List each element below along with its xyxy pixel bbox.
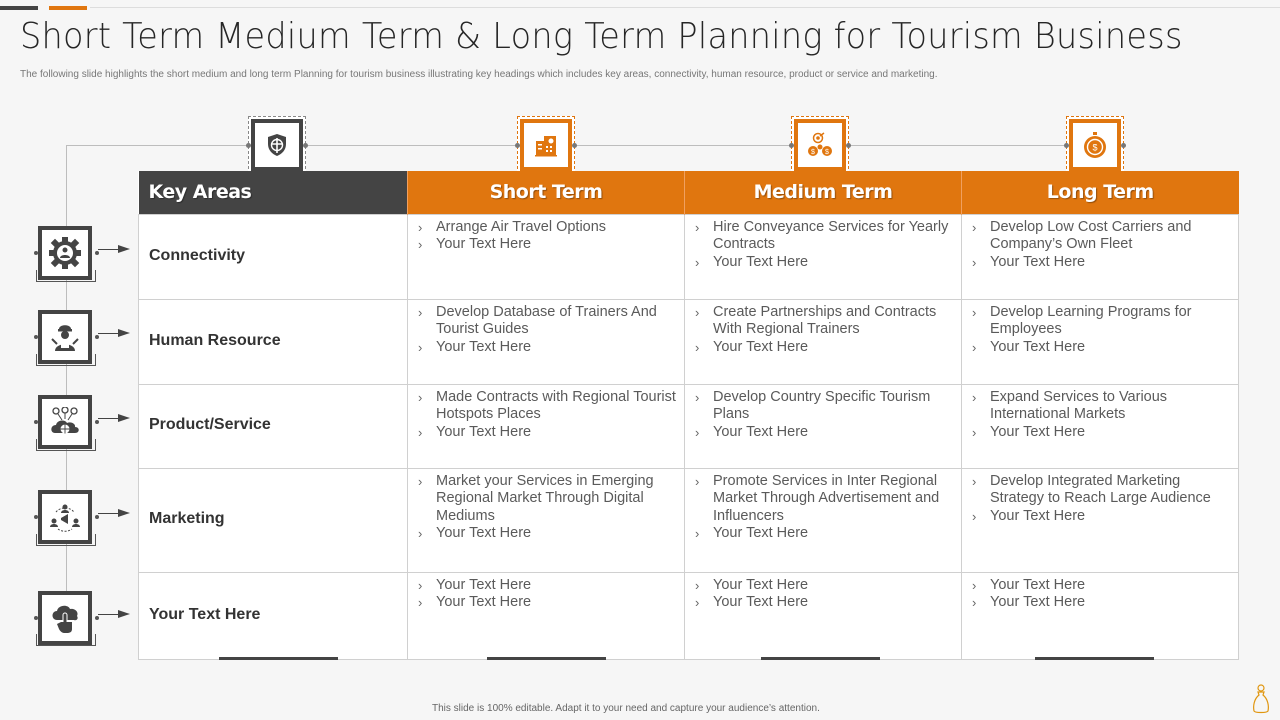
arrow-right-icon	[118, 414, 130, 422]
human-resource-icon-box	[38, 310, 92, 364]
bullet-text: Develop Integrated Marketing Strategy to Reach Large Audience	[990, 472, 1211, 506]
bullet-text: Your Text Here	[436, 525, 532, 541]
header-medium-term: Medium Term	[685, 171, 962, 214]
medium-term-cell	[685, 214, 962, 299]
bullet-text: Your Text Here	[436, 423, 532, 440]
key-areas-icon-box	[248, 116, 306, 174]
bullet-text: Arrange Air Travel Options	[436, 218, 607, 235]
chevron-right-icon: ›	[695, 473, 700, 489]
arrow-line	[98, 333, 120, 334]
medium-term-icon-box	[791, 116, 849, 174]
bullet-text: Hire Conveyance Services for Yearly Contracts	[713, 218, 949, 252]
bullet-text: Your Text Here	[990, 423, 1086, 440]
bullet-text: Market your Services in Emerging Regional Market Through Digital Mediums	[436, 472, 654, 524]
bullet-text: Your Text Here	[990, 507, 1086, 524]
chevron-right-icon: ›	[695, 339, 700, 355]
table-row-your-text	[139, 572, 1239, 659]
short-term-icon-box	[517, 116, 575, 174]
bottom-accent-bar	[219, 657, 338, 660]
bullet-text: Your Text Here	[436, 594, 532, 610]
connector-dot	[95, 251, 99, 255]
chevron-right-icon: ›	[972, 424, 977, 440]
top-accent-dark	[0, 6, 38, 10]
bullet-text: Your Text Here	[436, 338, 532, 355]
bullet-text: Made Contracts with Regional Tourist Hotspots Places	[436, 388, 676, 422]
arrow-line	[98, 513, 120, 514]
arrow-line	[98, 418, 120, 419]
chevron-right-icon: ›	[418, 389, 423, 405]
bottom-accent-bar	[1035, 657, 1154, 660]
footer-note: This slide is 100% editable. Adapt it to your need and capture your audience’s attention.	[432, 703, 820, 714]
medium-term-cell	[685, 384, 962, 468]
header-key-areas: Key Areas	[139, 171, 408, 214]
bullet-text: Your Text Here	[713, 253, 809, 270]
bullet-text: Expand Services to Various International Markets	[990, 388, 1168, 422]
area-label: Your Text Here	[139, 572, 408, 659]
product-service-icon-box	[38, 395, 92, 449]
arrow-right-icon	[118, 245, 130, 253]
table-row-connectivity	[139, 214, 1239, 299]
chevron-right-icon: ›	[972, 219, 977, 235]
medium-term-cell	[685, 299, 962, 384]
long-term-cell	[962, 299, 1239, 384]
bullet-text: Create Partnerships and Contracts With Regional Trainers	[713, 303, 937, 337]
marketing-icon-box	[38, 490, 92, 544]
long-term-cell	[962, 384, 1239, 468]
connector-dot	[95, 616, 99, 620]
connector-dot	[95, 515, 99, 519]
short-term-cell	[408, 468, 685, 572]
bullet-text: Develop Country Specific Tourism Plans	[713, 388, 931, 422]
bullet-text: Your Text Here	[713, 525, 809, 541]
megaphone-people-icon	[49, 502, 81, 532]
bullet-text: Your Text Here	[713, 594, 809, 610]
planning-table	[138, 171, 1239, 660]
bullet-text: Your Text Here	[990, 253, 1086, 270]
chevron-right-icon: ›	[972, 508, 977, 524]
connector-dot	[34, 515, 38, 519]
target-coins-icon	[806, 132, 834, 158]
connector-dot	[34, 420, 38, 424]
chevron-right-icon: ›	[695, 424, 700, 440]
table-row-marketing	[139, 468, 1239, 572]
long-term-icon-box	[1066, 116, 1124, 174]
your-text-icon-box	[38, 591, 92, 645]
short-term-cell	[408, 572, 685, 659]
bullet-text: Promote Services in Inter Regional Market Through Advertisement and Influencers	[713, 472, 940, 524]
chevron-right-icon: ›	[695, 577, 700, 593]
bullet-text: Develop Learning Programs for Employees	[990, 303, 1192, 337]
header-short-term: Short Term	[408, 171, 685, 214]
arrow-line	[98, 249, 120, 250]
svg-text:$: $	[825, 149, 829, 156]
connector-dot	[95, 420, 99, 424]
connector-dot	[34, 251, 38, 255]
shield-icon	[266, 133, 288, 157]
connector-dot	[95, 335, 99, 339]
chevron-right-icon: ›	[695, 254, 700, 270]
top-connector-line	[66, 145, 1126, 146]
cloud-globe-icon	[49, 407, 81, 437]
bullet-text: Your Text Here	[990, 338, 1086, 355]
long-term-cell	[962, 468, 1239, 572]
worker-icon	[50, 321, 80, 353]
arrow-line	[98, 614, 120, 615]
arrow-right-icon	[118, 329, 130, 337]
bullet-text: Your Text Here	[990, 594, 1086, 610]
connectivity-icon-box	[38, 226, 92, 280]
long-term-cell	[962, 214, 1239, 299]
arrow-right-icon	[118, 610, 130, 618]
header-long-term: Long Term	[962, 171, 1239, 214]
bullet-text: Develop Low Cost Carriers and Company’s Own Fleet	[990, 218, 1192, 252]
connector-dot	[34, 335, 38, 339]
connector-dot	[34, 616, 38, 620]
money-stopwatch-icon	[1081, 131, 1109, 159]
arrow-right-icon	[118, 509, 130, 517]
chevron-right-icon: ›	[972, 254, 977, 270]
long-term-cell	[962, 572, 1239, 659]
area-label: Connectivity	[139, 214, 408, 299]
bottom-accent-bar	[761, 657, 880, 660]
chevron-right-icon: ›	[695, 595, 700, 610]
chevron-right-icon: ›	[972, 339, 977, 355]
chevron-right-icon: ›	[418, 424, 423, 440]
medium-term-cell	[685, 468, 962, 572]
medium-term-cell	[685, 572, 962, 659]
bullet-text: Your Text Here	[436, 236, 532, 252]
chevron-right-icon: ›	[972, 595, 977, 610]
chevron-right-icon: ›	[418, 526, 423, 541]
top-divider	[90, 7, 1280, 8]
building-icon	[534, 133, 558, 157]
area-label: Product/Service	[139, 384, 408, 468]
svg-text:$: $	[1092, 142, 1098, 153]
gear-user-icon	[48, 236, 82, 270]
table-row-human-resource	[139, 299, 1239, 384]
bottom-accent-bar	[487, 657, 606, 660]
chevron-right-icon: ›	[695, 219, 700, 235]
chevron-right-icon: ›	[972, 577, 977, 593]
bullet-text: Your Text Here	[436, 576, 532, 593]
top-accent-orange	[49, 6, 87, 10]
chevron-right-icon: ›	[418, 219, 423, 235]
chevron-right-icon: ›	[418, 339, 423, 355]
bullet-text: Your Text Here	[713, 423, 809, 440]
chevron-right-icon: ›	[418, 473, 423, 489]
area-label: Marketing	[139, 468, 408, 572]
chevron-right-icon: ›	[972, 389, 977, 405]
chevron-right-icon: ›	[418, 577, 423, 593]
svg-text:$: $	[811, 149, 815, 156]
chevron-right-icon: ›	[418, 595, 423, 610]
short-term-cell	[408, 384, 685, 468]
chevron-right-icon: ›	[695, 526, 700, 541]
money-bag-icon	[1252, 684, 1270, 719]
bullet-text: Develop Database of Trainers And Tourist Guides	[436, 303, 657, 337]
short-term-cell	[408, 214, 685, 299]
chevron-right-icon: ›	[695, 389, 700, 405]
bullet-text: Your Text Here	[713, 338, 809, 355]
chevron-right-icon: ›	[418, 304, 423, 320]
chevron-right-icon: ›	[695, 304, 700, 320]
short-term-cell	[408, 299, 685, 384]
area-label: Human Resource	[139, 299, 408, 384]
bullet-text: Your Text Here	[990, 576, 1086, 593]
chevron-right-icon: ›	[418, 237, 423, 252]
chevron-right-icon: ›	[972, 304, 977, 320]
page-title: Short Term Medium Term & Long Term Planning for Tourism Business	[20, 16, 1183, 57]
cloud-touch-icon	[50, 602, 80, 634]
table-row-product-service	[139, 384, 1239, 468]
bullet-text: Your Text Here	[713, 576, 809, 593]
chevron-right-icon: ›	[972, 473, 977, 489]
page-subtitle: The following slide highlights the short medium and long term Planning for tourism business illustrating key headings which includes key areas, connectivity, human resource, product or service and marketing.	[20, 69, 938, 80]
